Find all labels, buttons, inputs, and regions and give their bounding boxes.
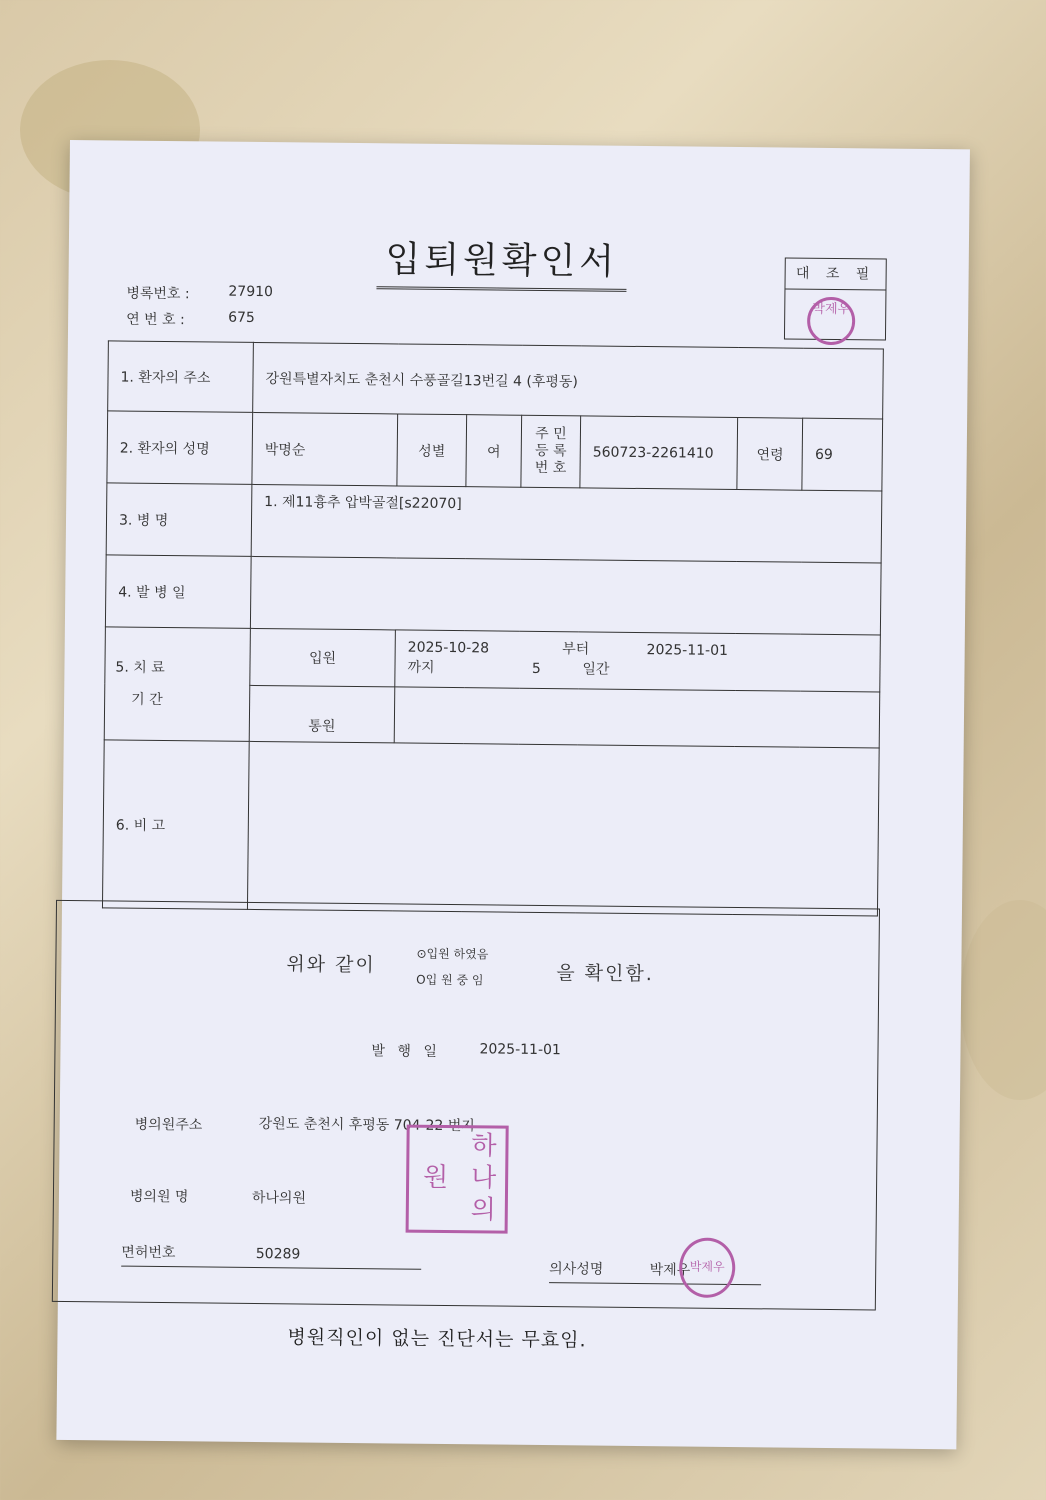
onset-date: [250, 556, 881, 635]
disease-name: 1. 제11흉추 압박골절[s22070]: [251, 484, 882, 563]
hospital-address-label: 병의원주소: [134, 1116, 203, 1134]
end-date: 2025-11-01: [646, 642, 729, 659]
hospital-address: 강원도 춘천시 후평동 704-22 번지: [258, 1116, 475, 1135]
period-label: 5. 치 료 기 간: [104, 627, 250, 742]
floor-texture: [960, 900, 1046, 1100]
patient-info-table: [102, 340, 884, 916]
compare-label: 대 조 필: [785, 259, 885, 291]
patient-sex: 여: [466, 415, 522, 488]
issue-label: 발 행 일: [371, 1043, 442, 1060]
rrn-label: 주 민 등 록 번 호: [521, 415, 581, 488]
disease-label: 3. 병 명: [106, 483, 252, 557]
register-number: 27910: [228, 283, 274, 301]
license-row: [121, 1242, 421, 1270]
doctor-label: 의사성명: [549, 1261, 604, 1278]
remarks-label: 6. 비 고: [102, 740, 249, 910]
license-number: 50289: [255, 1246, 301, 1263]
register-label: 병록번호 :: [126, 285, 190, 303]
resident-number: 560723-2261410: [580, 416, 738, 490]
hospital-name-label: 병의원 명: [129, 1188, 189, 1206]
footer-notice: 병원직인이 없는 진단서는 무효임.: [287, 1326, 587, 1352]
compare-stamp: 박제우: [807, 297, 856, 346]
sex-label: 성별: [397, 414, 467, 487]
remarks-value: [247, 741, 879, 916]
confirm-option-inpatient: O입 원 중 임: [416, 972, 484, 988]
serial-number: 675: [228, 309, 255, 326]
patient-age: 69: [802, 418, 882, 491]
address-label: 1. 환자의 주소: [108, 341, 254, 413]
doctor-seal-stamp: 박제우: [679, 1237, 736, 1298]
onset-label: 4. 발 병 일: [105, 555, 251, 629]
serial-label: 연 번 호 :: [126, 311, 185, 329]
start-date: 2025-10-28: [407, 639, 490, 657]
confirm-option-admitted: ⊙입원 하였음: [416, 946, 489, 962]
license-label: 면허번호: [121, 1244, 176, 1262]
days-label: 일간: [582, 661, 610, 678]
compare-check-box: [784, 257, 887, 340]
patient-name: 박명순: [252, 412, 398, 486]
inpatient-period: [395, 630, 881, 692]
inpatient-label: 입원: [250, 628, 396, 686]
outpatient-label: 통원: [249, 685, 395, 743]
document-paper: [56, 140, 970, 1449]
age-label: 연령: [737, 418, 803, 491]
document-title: 입퇴원확인서: [376, 231, 627, 292]
patient-address: 강원특별자치도 춘천시 수풍골길13번길 4 (후평동): [253, 342, 884, 419]
issue-date: 2025-11-01: [479, 1041, 561, 1059]
doctor-name: 박제우: [649, 1262, 691, 1279]
days-count: 5: [531, 660, 541, 677]
confirm-prefix: 위와 같이: [286, 953, 376, 977]
to-label: 까지: [407, 659, 435, 676]
outpatient-period: [394, 686, 880, 748]
confirmation-section: [52, 900, 880, 1311]
hospital-name: 하나의원: [251, 1189, 307, 1207]
confirm-suffix: 을 확인함.: [556, 962, 654, 986]
name-label: 2. 환자의 성명: [107, 411, 253, 485]
hospital-seal-stamp: 하나의원: [406, 1125, 509, 1234]
from-label: 부터: [562, 641, 590, 658]
